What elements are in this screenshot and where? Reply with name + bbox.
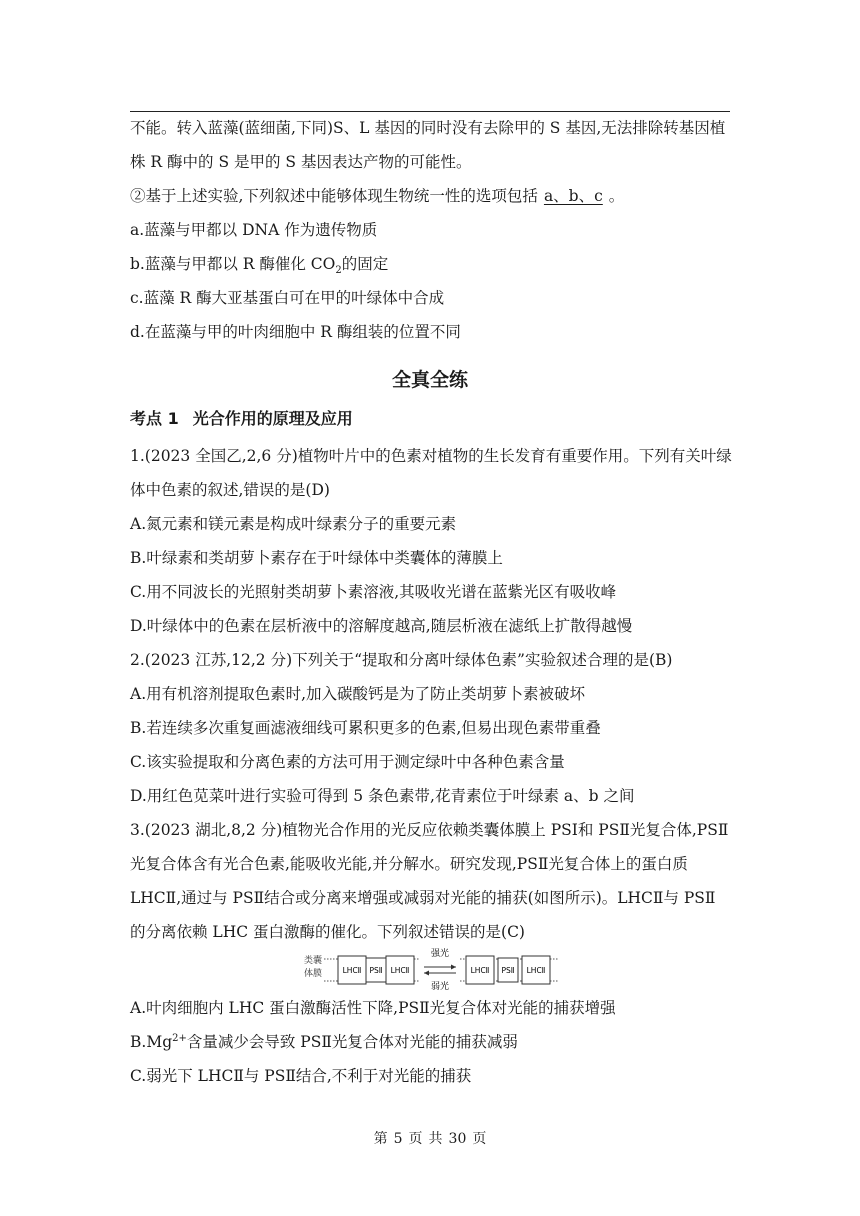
topic-label: 考点 1 (130, 409, 179, 428)
option-a: a.蓝藻与甲都以 DNA 作为遗传物质 (130, 221, 378, 239)
question-text: ②基于上述实验,下列叙述中能够体现生物统一性的选项包括 (130, 187, 538, 205)
q1-stem: 1.(2023 全国乙,2,6 分)植物叶片中的色素对植物的生长发育有重要作用。下列有关叶绿 (130, 447, 732, 465)
strong-light-label: 强光 (430, 949, 450, 959)
ps-label: PSⅡ (369, 966, 383, 975)
q3-stem: 光复合体含有光合色素,能吸收光能,并分解水。研究发现,PSⅡ光复合体上的蛋白质 (130, 855, 688, 873)
q1-option-a: A.氮元素和镁元素是构成叶绿素分子的重要元素 (130, 515, 457, 533)
section-title: 全真全练 (391, 369, 468, 391)
subscript: 2 (335, 265, 342, 277)
q2-option-d: D.用红色苋菜叶进行实验可得到 5 条色素带,花青素位于叶绿素 a、b 之间 (130, 787, 635, 805)
question-line (130, 186, 624, 206)
q2-option-a: A.用有机溶剂提取色素时,加入碳酸钙是为了防止类胡萝卜素被破坏 (130, 685, 586, 703)
q3-option-c: C.弱光下 LHCⅡ与 PSⅡ结合,不利于对光能的捕获 (130, 1067, 472, 1085)
q2-stem: 2.(2023 江苏,12,2 分)下列关于“提取和分离叶绿体色素”实验叙述合理的是(B) (130, 651, 673, 669)
answer-blank: a、b、c (543, 187, 603, 205)
q3-stem: 3.(2023 湖北,8,2 分)植物光合作用的光反应依赖类囊体膜上 PSⅠ和 PSⅡ光复合体,PSⅡ (130, 821, 729, 839)
footer-text: 页 (472, 1131, 487, 1147)
footer-text: 共 (428, 1131, 443, 1147)
membrane-label: 类囊 (304, 956, 323, 966)
superscript: 2+ (172, 1032, 187, 1044)
q1-option-d: D.叶绿体中的色素在层析液中的溶解度越高,随层析液在滤纸上扩散得越慢 (130, 617, 633, 635)
q3-stem: LHCⅡ,通过与 PSⅡ结合或分离来增强或减弱对光能的捕获(如图所示)。LHCⅡ与 PSⅡ (130, 889, 716, 907)
q3-option-a: A.叶肉细胞内 LHC 蛋白激酶活性下降,PSⅡ光复合体对光能的捕获增强 (130, 999, 616, 1017)
q3-option-b-text: B.Mg (130, 1033, 173, 1051)
weak-light-label: 弱光 (430, 982, 450, 992)
q1-stem: 体中色素的叙述,错误的是(D) (130, 481, 330, 499)
membrane-label: 体膜 (304, 969, 323, 979)
option-b-text-end: 的固定 (341, 255, 389, 273)
lhc-label: LHCⅡ (526, 966, 546, 975)
option-c: c.蓝藻 R 酶大亚基蛋白可在甲的叶绿体中合成 (130, 289, 445, 307)
topic-heading (130, 406, 353, 429)
header-rule (130, 111, 730, 112)
q3-option-b-text-end: 含量减少会导致 PSⅡ光复合体对光能的捕获减弱 (186, 1033, 518, 1051)
q1-option-c: C.用不同波长的光照射类胡萝卜素溶液,其吸收光谱在蓝紫光区有吸收峰 (130, 583, 617, 601)
text-line: 株 R 酶中的 S 是甲的 S 基因表达产物的可能性。 (130, 153, 472, 171)
ps-label: PSⅡ (501, 966, 515, 975)
footer-text: 第 (373, 1131, 388, 1147)
topic-text: 光合作用的原理及应用 (192, 409, 353, 428)
q3-stem: 的分离依赖 LHC 蛋白激酶的催化。下列叙述错误的是(C) (130, 923, 525, 941)
q2-option-c: C.该实验提取和分离色素的方法可用于测定绿叶中各种色素含量 (130, 753, 565, 771)
lhc-label: LHCⅡ (470, 966, 490, 975)
lhc-label: LHCⅡ (390, 966, 410, 975)
lhc-diagram (302, 946, 562, 992)
footer-text: 页 (408, 1131, 423, 1147)
page-number: 5 (393, 1131, 403, 1147)
total-pages: 30 (448, 1131, 467, 1147)
option-b-text: b.蓝藻与甲都以 R 酶催化 CO (130, 255, 336, 273)
question-end: 。 (608, 187, 625, 205)
lhc-label: LHCⅡ (342, 966, 362, 975)
option-b (130, 254, 389, 277)
text-line: 不能。转入蓝藻(蓝细菌,下同)S、L 基因的同时没有去除甲的 S 基因,无法排除转基因植 (130, 119, 726, 137)
q3-option-b (130, 1032, 518, 1052)
page-footer (0, 1128, 860, 1148)
option-d: d.在蓝藻与甲的叶肉细胞中 R 酶组装的位置不同 (130, 323, 461, 341)
q1-option-b: B.叶绿素和类胡萝卜素存在于叶绿体中类囊体的薄膜上 (130, 549, 503, 567)
q2-option-b: B.若连续多次重复画滤液细线可累积更多的色素,但易出现色素带重叠 (130, 719, 601, 737)
